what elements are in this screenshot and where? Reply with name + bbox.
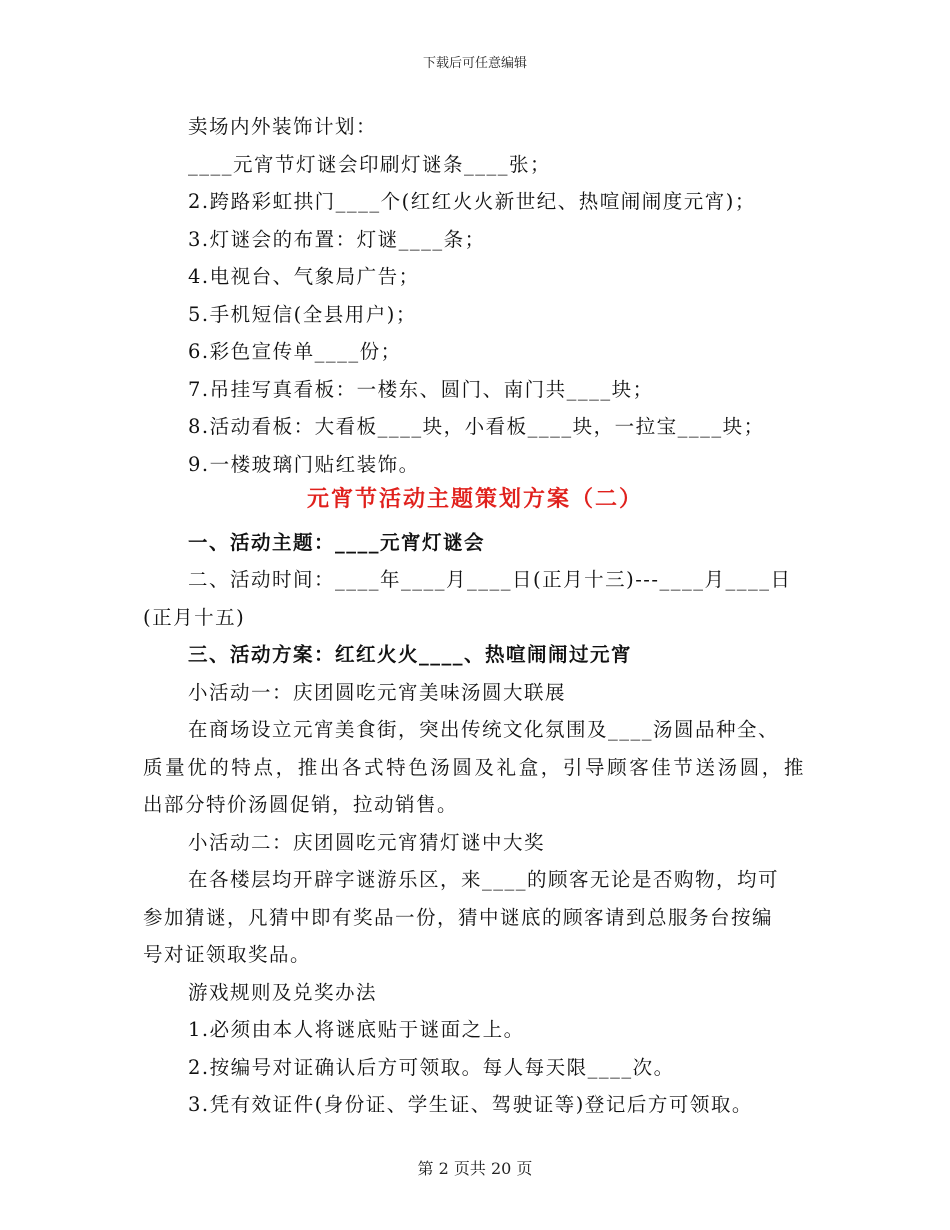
activity1-title: 小活动一：庆团圆吃元宵美味汤圆大联展 — [188, 681, 567, 704]
paragraph-line: 在各楼层均开辟字谜游乐区，来____的顾客无论是否购物，均可 — [188, 868, 780, 891]
activity-time: 二、活动时间：____年____月____日(正月十三)---____月____日 — [188, 568, 792, 591]
list-item: 2.跨路彩虹拱门____个(红红火火新世纪、热喧闹闹度元宵)； — [188, 190, 756, 213]
paragraph-line: 质量优的特点，推出各式特色汤圆及礼盒，引导顾客佳节送汤圆，推 — [143, 756, 807, 779]
rule-item: 1.必须由本人将谜底贴于谜面之上。 — [188, 1018, 525, 1041]
page-footer: 第 2 页共 20 页 — [417, 1159, 533, 1178]
paragraph-line: 参加猜谜，凡猜中即有奖品一份，猜中谜底的顾客请到总服务台按编 — [143, 906, 774, 929]
section-title: 元宵节活动主题策划方案（二） — [306, 486, 643, 512]
decoration-plan-heading: 卖场内外装饰计划： — [188, 115, 378, 138]
activity2-title: 小活动二：庆团圆吃元宵猜灯谜中大奖 — [188, 831, 546, 854]
paragraph-line: 号对证领取奖品。 — [143, 943, 312, 966]
activity-time-continued: (正月十五) — [143, 606, 246, 629]
list-item: 6.彩色宣传单____份； — [188, 340, 402, 363]
list-item: 7.吊挂写真看板：一楼东、圆门、南门共____块； — [188, 378, 654, 401]
page-header: 下载后可任意编辑 — [422, 56, 527, 71]
paragraph-line: 出部分特价汤圆促销，拉动销售。 — [143, 793, 459, 816]
list-item: ____元宵节灯谜会印刷灯谜条____张； — [188, 153, 552, 176]
activity-plan: 三、活动方案：红红火火____、热喧闹闹过元宵 — [188, 643, 633, 666]
rule-item: 2.按编号对证确认后方可领取。每人每天限____次。 — [188, 1056, 675, 1079]
list-item: 5.手机短信(全县用户)； — [188, 303, 417, 326]
list-item: 8.活动看板：大看板____块，小看板____块，一拉宝____块； — [188, 415, 765, 438]
rules-title: 游戏规则及兑奖办法 — [188, 981, 378, 1004]
paragraph-line: 在商场设立元宵美食街，突出传统文化氛围及____汤圆品种全、 — [188, 718, 780, 741]
list-item: 9.一楼玻璃门贴红装饰。 — [188, 453, 420, 476]
activity-theme: 一、活动主题：____元宵灯谜会 — [188, 531, 486, 554]
list-item: 4.电视台、气象局广告； — [188, 265, 420, 288]
list-item: 3.灯谜会的布置：灯谜____条； — [188, 228, 486, 251]
rule-item: 3.凭有效证件(身份证、学生证、驾驶证等)登记后方可领取。 — [188, 1093, 753, 1116]
